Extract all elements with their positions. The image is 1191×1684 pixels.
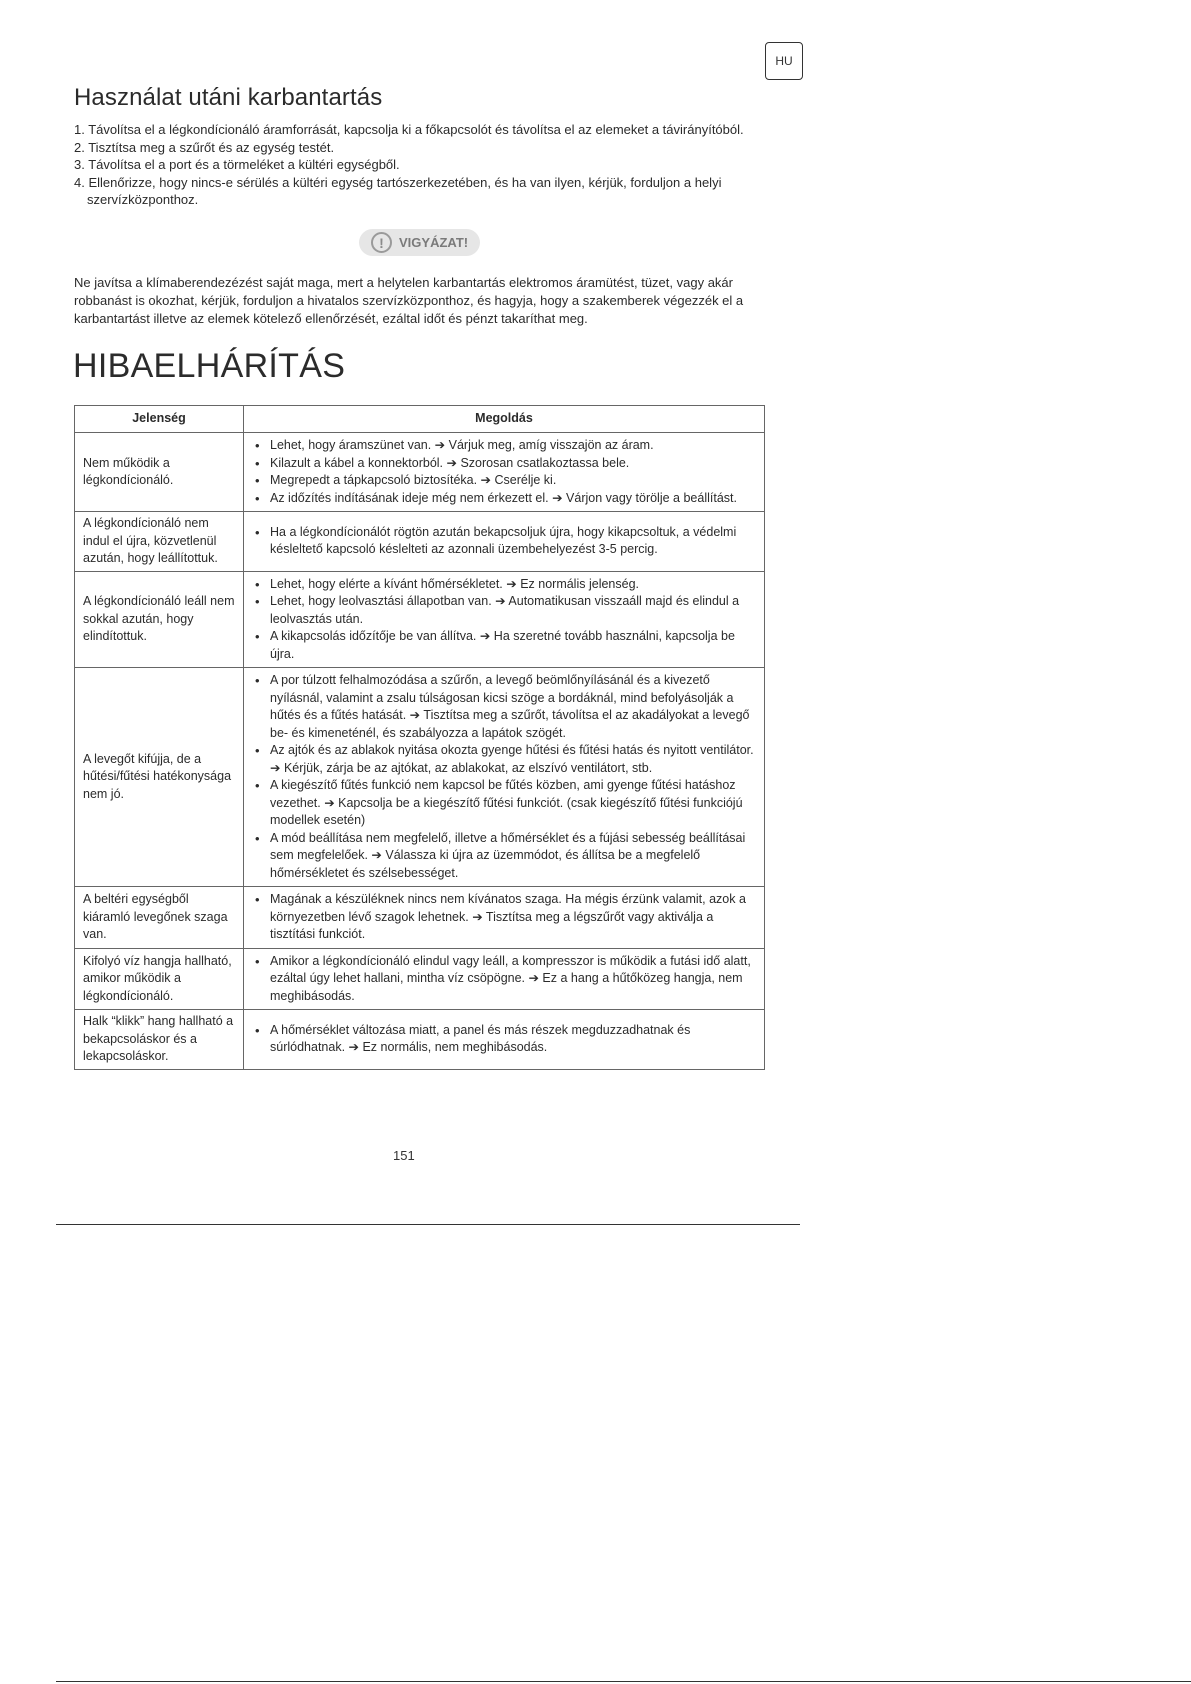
troubleshooting-title: HIBAELHÁRÍTÁS — [73, 347, 346, 385]
solution-item: • Amikor a légkondícionáló elindul vagy leáll, a kompresszor is működik a futási idő alatt, ezáltal úgy lehet hallani, mintha víz csöpögne. ➔ Ez a hang a hűtőközeg hangja, nem meghibásodás. — [254, 953, 756, 1006]
solution-item: • Magának a készüléknek nincs nem kívánatos szaga. Ha mégis érzünk valamit, azok a környezetben lévő szagok lehetnek. ➔ Tisztítsa meg a légszűrőt vagy aktiválja a tisztítási funkciót. — [254, 891, 756, 944]
solution-item: • Az ajtók és az ablakok nyitása okozta gyenge hűtési és fűtési hatás és nyitott ventilátor. ➔ Kérjük, zárja be az ajtókat, az ablakokat, az elszívó ventilátort, stb. — [254, 742, 756, 777]
troubleshooting-table — [74, 405, 765, 1070]
solution-item: • Kilazult a kábel a konnektorból. ➔ Szorosan csatlakoztassa bele. — [254, 455, 756, 473]
solution-cell — [244, 948, 765, 1010]
warning-text: Ne javítsa a klímaberendezézést saját maga, mert a helytelen karbantartás elektromos áramütést, tüzet, vagy akár robbanást is okozhat, kérjük, forduljon a hivatalos szervízközponthoz, és hagyja, hogy a szakemberek végezzék el a karbantartást illetve az elemek kötelező ellenőrzését, ezáltal időt és pénzt takaríthat meg. — [74, 275, 744, 326]
solution-cell — [244, 512, 765, 572]
solution-item: • A kikapcsolás időzítője be van állítva. ➔ Ha szeretné tovább használni, kapcsolja be újra. — [254, 628, 756, 663]
solution-cell — [244, 1010, 765, 1070]
symptom-cell: A légkondícionáló leáll nem sokkal azután, hogy elindítottuk. — [75, 571, 244, 668]
table-row — [75, 668, 765, 887]
table-header-row — [75, 406, 765, 433]
exclamation-circle-icon: ! — [371, 232, 392, 253]
solution-item: • Lehet, hogy elérte a kívánt hőmérsékletet. ➔ Ez normális jelenség. — [254, 576, 756, 594]
solution-cell — [244, 433, 765, 512]
solution-item: • Az időzítés indításának ideje még nem érkezett el. ➔ Várjon vagy törölje a beállítást. — [254, 490, 756, 508]
symptom-cell: A légkondícionáló nem indul el újra, közvetlenül azután, hogy leállítottuk. — [75, 512, 244, 572]
maintenance-step: 3. Távolítsa el a port és a törmeléket a kültéri egységből. — [74, 157, 400, 172]
language-badge: HU — [765, 42, 803, 80]
symptom-cell: A levegőt kifújja, de a hűtési/fűtési hatékonysága nem jó. — [75, 668, 244, 887]
divider-line — [56, 1224, 800, 1225]
table-row — [75, 571, 765, 668]
divider-line — [56, 1681, 1191, 1682]
solution-item: • Lehet, hogy leolvasztási állapotban van. ➔ Automatikusan visszaáll majd és elindul a leolvasztás után. — [254, 593, 756, 628]
solution-item: • Lehet, hogy áramszünet van. ➔ Várjuk meg, amíg visszajön az áram. — [254, 437, 756, 455]
solution-item: • A mód beállítása nem megfelelő, illetve a hőmérséklet és a fújási sebesség beállításai sem megfelelőek. ➔ Válassza ki újra az üzemmódot, és állítsa be a megfelelő hőmérsékletet és szélsebességet. — [254, 830, 756, 883]
table-row — [75, 948, 765, 1010]
table-row — [75, 433, 765, 512]
solution-cell — [244, 668, 765, 887]
warning-badge — [359, 229, 480, 256]
solution-item: • A kiegészítő fűtés funkció nem kapcsol be fűtés közben, ami gyenge fűtési hatáshoz vezethet. ➔ Kapcsolja be a kiegészítő fűtési funkciót. (csak kiegészítő fűtési funkciójú modellek esetén) — [254, 777, 756, 830]
header-solution: Megoldás — [244, 406, 765, 433]
table-row — [75, 887, 765, 949]
maintenance-step: 2. Tisztítsa meg a szűrőt és az egység testét. — [74, 139, 335, 155]
header-symptom: Jelenség — [75, 406, 244, 433]
maintenance-steps — [74, 121, 774, 209]
solution-cell — [244, 571, 765, 668]
maintenance-title: Használat utáni karbantartás — [74, 84, 383, 111]
symptom-cell: Nem működik a légkondícionáló. — [75, 433, 244, 512]
symptom-cell: Kifolyó víz hangja hallható, amikor működik a légkondícionáló. — [75, 948, 244, 1010]
solution-item: • Megrepedt a tápkapcsoló biztosítéka. ➔ Cserélje ki. — [254, 472, 756, 490]
maintenance-step: 1. Távolítsa el a légkondícionáló áramforrását, kapcsolja ki a főkapcsolót és távolítsa el az elemeket a távirányítóból. — [74, 122, 744, 137]
solution-item: • Ha a légkondícionálót rögtön azután bekapcsoljuk újra, hogy kikapcsoltuk, a védelmi késleltető kapcsoló késlelteti az azonnali üzembehelyezést 3-5 percig. — [254, 524, 756, 559]
symptom-cell: Halk “klikk” hang hallható a bekapcsoláskor és a lekapcsoláskor. — [75, 1010, 244, 1070]
solution-cell — [244, 887, 765, 949]
page-number: 151 — [393, 1148, 415, 1163]
maintenance-step: 4. Ellenőrizze, hogy nincs-e sérülés a kültéri egység tartószerkezetében, és ha van ilyen, kérjük, forduljon a helyi szervízközponthoz. — [74, 174, 722, 207]
table-row — [75, 512, 765, 572]
solution-item: • A por túlzott felhalmozódása a szűrőn, a levegő beömlőnyílásánál és a kivezető nyílásnál, valamint a zsalu túlságosan kicsi szöge a bordáknál, mind befolyásolják a hűtés és a fűtés hatását. ➔ Tisztítsa meg a szűrőt, távolítsa el az akadályokat a levegő be- és kimeneténél, és szabályozza a lapátok szögét. — [254, 672, 756, 742]
symptom-cell: A beltéri egységből kiáramló levegőnek szaga van. — [75, 887, 244, 949]
solution-item: • A hőmérséklet változása miatt, a panel és más részek megduzzadhatnak és súrlódhatnak. ➔ Ez normális, nem meghibásodás. — [254, 1022, 756, 1057]
table-row — [75, 1010, 765, 1070]
warning-label: VIGYÁZAT! — [399, 235, 469, 250]
